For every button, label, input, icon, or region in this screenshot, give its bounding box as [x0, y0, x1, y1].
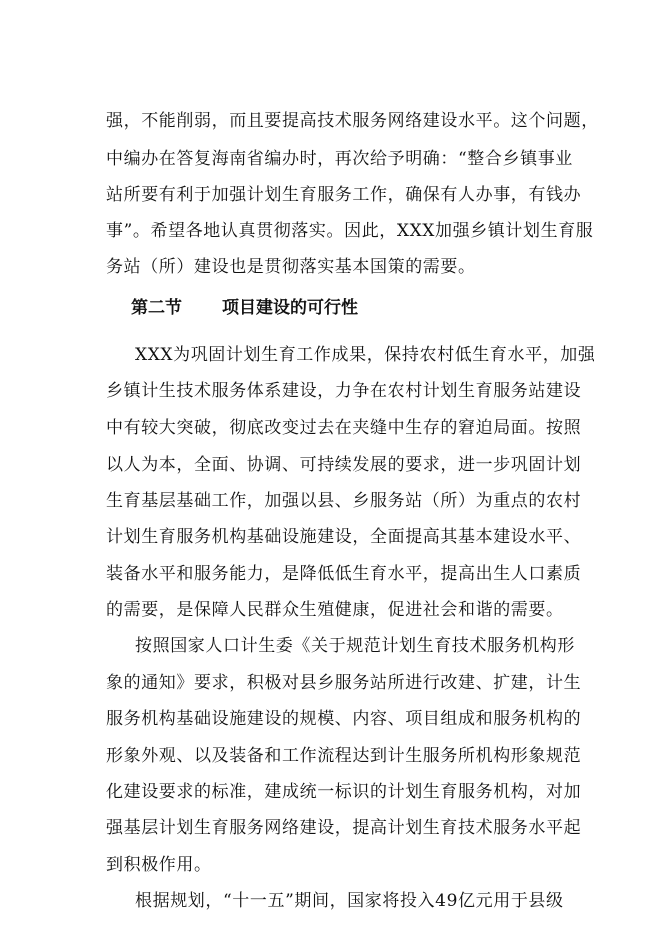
- paragraph-3-line-2: 象的通知》要求，积极对县乡服务站所进行改建、扩建，计生: [106, 673, 582, 693]
- paragraph-2-line-5: 生育基层基础工作，加强以县、乡服务站（所）为重点的农村: [106, 491, 582, 511]
- paragraph-4-line-1: 根据规划，“十一五”期间，国家将投入49亿元用于县级: [135, 891, 564, 911]
- section-title: 项目建设的可行性: [222, 298, 358, 318]
- paragraph-1-line-1: 强，不能削弱，而且要提高技术服务网络建设水平。这个问题，: [106, 111, 599, 131]
- paragraph-1-line-2: 中编办在答复海南省编办时，再次给予明确：“整合乡镇事业: [106, 149, 573, 169]
- paragraph-2-line-7: 装备水平和服务能力，是降低低生育水平，提高出生人口素质: [106, 564, 582, 584]
- paragraph-1-line-4: 事”。希望各地认真贯彻落实。因此，XXX加强乡镇计划生育服: [106, 221, 594, 241]
- paragraph-3-line-7: 到积极作用。: [106, 855, 212, 875]
- paragraph-1-line-5: 务站（所）建设也是贯彻落实基本国策的需要。: [106, 257, 476, 277]
- paragraph-2-line-3: 中有较大突破，彻底改变过去在夹缝中生存的窘迫局面。按照: [106, 418, 582, 438]
- paragraph-3-line-4: 形象外观、以及装备和工作流程达到计生服务所机构形象规范: [106, 746, 582, 766]
- paragraph-3-line-1: 按照国家人口计生委《关于规范计划生育技术服务机构形: [135, 636, 575, 656]
- paragraph-3-line-6: 强基层计划生育服务网络建设，提高计划生育技术服务水平起: [106, 818, 582, 838]
- paragraph-2-line-2: 乡镇计生技术服务体系建设，力争在农村计划生育服务站建设: [106, 381, 582, 401]
- paragraph-2-line-1: XXX为巩固计划生育工作成果，保持农村低生育水平，加强: [135, 345, 596, 365]
- section-heading: [131, 297, 358, 319]
- paragraph-3-line-5: 化建设要求的标准，建成统一标识的计划生育服务机构，对加: [106, 782, 582, 802]
- section-number: 第二节: [131, 298, 182, 318]
- paragraph-3-line-3: 服务机构基础设施建设的规模、内容、项目组成和服务机构的: [106, 709, 582, 729]
- paragraph-2-line-6: 计划生育服务机构基础设施建设，全面提高其基本建设水平、: [106, 527, 582, 547]
- paragraph-2-line-4: 以人为本，全面、协调、可持续发展的要求，进一步巩固计划: [106, 455, 582, 475]
- paragraph-2-line-8: 的需要，是保障人民群众生殖健康，促进社会和谐的需要。: [106, 600, 564, 620]
- paragraph-1-line-3: 站所要有利于加强计划生育服务工作，确保有人办事，有钱办: [106, 185, 582, 205]
